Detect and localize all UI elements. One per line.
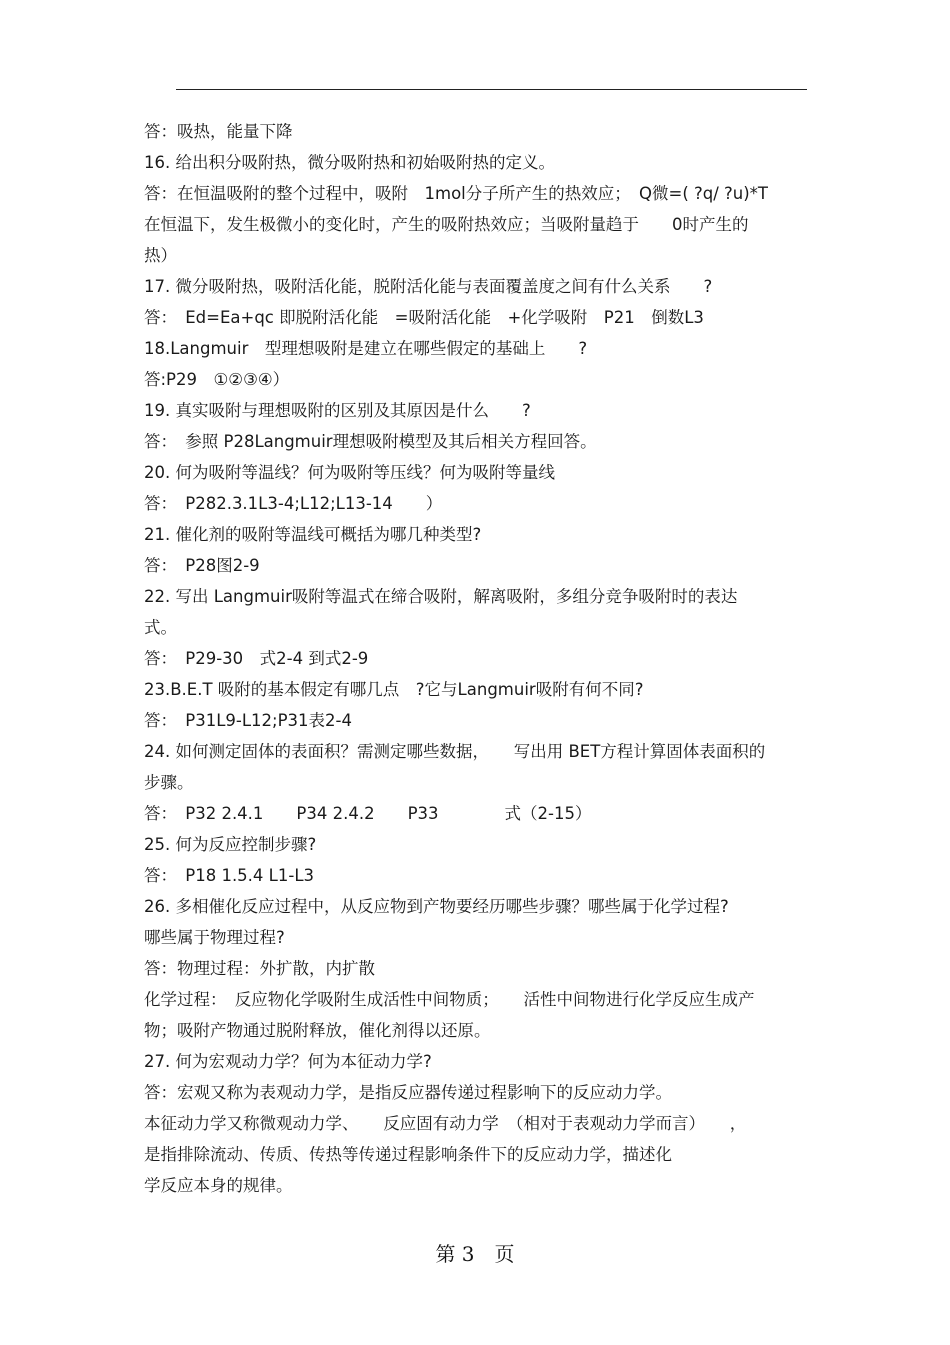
- page-content: [144, 116, 814, 1201]
- text-line: 答： P31L9-L12;P31表2-4: [144, 711, 352, 730]
- text-line: 答： 参照 P28Langmuir理想吸附模型及其后相关方程回答。: [144, 432, 597, 451]
- text-line: 步骤。: [144, 773, 194, 792]
- text-line: 答： P282.3.1L3-4;L12;L13-14 ）: [144, 494, 443, 513]
- text-line: 式。: [144, 618, 177, 637]
- text-line: 答： P29-30 式2-4 到式2-9: [144, 649, 369, 668]
- question-26: 26. 多相催化反应过程中，从反应物到产物要经历哪些步骤？哪些属于化学过程?: [144, 897, 729, 916]
- question-16: 16. 给出积分吸附热，微分吸附热和初始吸附热的定义。: [144, 153, 555, 172]
- question-23: 23.B.E.T 吸附的基本假定有哪几点 ?它与Langmuir吸附有何不同?: [144, 680, 644, 699]
- text-line: 在恒温下，发生极微小的变化时，产生的吸附热效应；当吸附量趋于 0时产生的: [144, 215, 749, 234]
- text-line: 答： P32 2.4.1 P34 2.4.2 P33 式（2-15）: [144, 804, 592, 823]
- text-line: 答：物理过程：外扩散，内扩散: [144, 959, 375, 978]
- question-27: 27. 何为宏观动力学？何为本征动力学?: [144, 1052, 432, 1071]
- text-line: 答： P18 1.5.4 L1-L3: [144, 866, 315, 885]
- text-line: 化学过程： 反应物化学吸附生成活性中间物质； 活性中间物进行化学反应生成产: [144, 990, 755, 1009]
- question-22: 22. 写出 Langmuir吸附等温式在缔合吸附，解离吸附，多组分竞争吸附时的表达: [144, 587, 738, 606]
- question-24: 24. 如何测定固体的表面积？需测定哪些数据， 写出用 BET方程计算固体表面积的: [144, 742, 766, 761]
- text-line: 是指排除流动、传质、传热等传递过程影响条件下的反应动力学，描述化: [144, 1145, 672, 1164]
- text-line: 本征动力学又称微观动力学、 反应固有动力学 （相对于表观动力学而言） ，: [144, 1114, 747, 1133]
- text-line: 答：宏观又称为表观动力学，是指反应器传递过程影响下的反应动力学。: [144, 1083, 672, 1102]
- question-17: 17. 微分吸附热，吸附活化能，脱附活化能与表面覆盖度之间有什么关系 ?: [144, 277, 713, 296]
- text-line: 答：吸热，能量下降: [144, 122, 293, 141]
- header-rule: [176, 89, 807, 90]
- text-line: 答：在恒温吸附的整个过程中，吸附 1mol分子所产生的热效应； Q微=( ?q/ ?u)*T: [144, 184, 769, 203]
- page-number: 第 3 页: [435, 1242, 515, 1266]
- text-line: 物；吸附产物通过脱附释放，催化剂得以还原。: [144, 1021, 491, 1040]
- text-line: 学反应本身的规律。: [144, 1176, 293, 1195]
- text-line: 答： Ed=Ea+qc 即脱附活化能 =吸附活化能 +化学吸附 P21 倒数L3: [144, 308, 704, 327]
- question-25: 25. 何为反应控制步骤?: [144, 835, 317, 854]
- question-19: 19. 真实吸附与理想吸附的区别及其原因是什么 ?: [144, 401, 531, 420]
- text-line: 答:P29 ①②③④）: [144, 370, 290, 389]
- question-21: 21. 催化剂的吸附等温线可概括为哪几种类型?: [144, 525, 482, 544]
- text-line: 热）: [144, 246, 177, 265]
- text-line: 哪些属于物理过程?: [144, 928, 285, 947]
- text-line: 答： P28图2-9: [144, 556, 260, 575]
- question-20: 20. 何为吸附等温线？何为吸附等压线？何为吸附等量线: [144, 463, 555, 482]
- question-18: 18.Langmuir 型理想吸附是建立在哪些假定的基础上 ?: [144, 339, 588, 358]
